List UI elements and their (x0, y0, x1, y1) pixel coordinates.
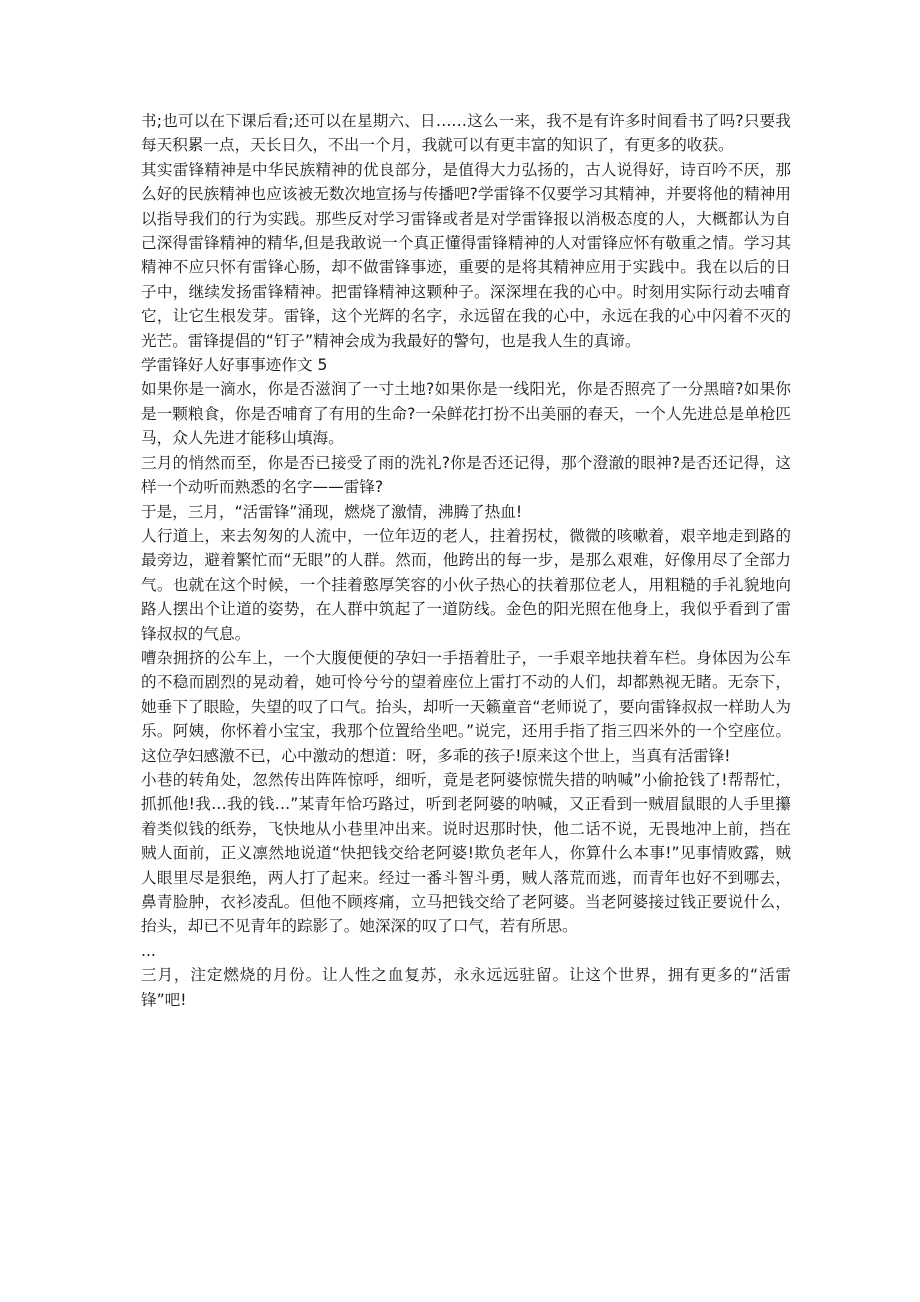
paragraph-living-leifeng: 于是，三月，“活雷锋”涌现，燃烧了激情，沸腾了热血! (141, 502, 523, 521)
document-body (141, 109, 791, 1012)
paragraph-leifeng-spirit: 其实雷锋精神是中华民族精神的优良部分，是值得大力弘扬的，古人说得好，诗百吟不厌，那么好的民族精神也应该被无数次地宣扬与传播吧?学雷锋不仅要学习其精神，并要将他的精神用以指导我们的行为实践。那些反对学习雷锋或者是对学雷锋报以消极态度的人，大概都认为自己深得雷锋精神的精华,但是我敢说一个真正懂得雷锋精神的人对雷锋应怀有敬重之情。学习其精神不应只怀有雷锋心肠，却不做雷锋事迹，重要的是将其精神应用于实践中。我在以后的日子中，继续发扬雷锋精神。把雷锋精神这颗种子。深深埋在我的心中。时刻用实际行动去哺育它，让它生根发芽。雷锋，这个光辉的名字，永远留在我的心中，永远在我的心中闪着不灭的光芒。雷锋提倡的“钉子”精神会成为我最好的警句，也是我人生的真谛。 (141, 160, 791, 350)
paragraph-alley: 小巷的转角处，忽然传出阵阵惊呼，细听，竟是老阿婆惊慌失措的呐喊”小偷抢钱了!帮帮忙，抓抓他!我…我的钱…”某青年恰巧路过，听到老阿婆的呐喊，又正看到一贼眉鼠眼的人手里攥着类似钱的纸券，飞快地从小巷里冲出来。说时迟那时快，他二话不说，无畏地冲上前，挡在贼人面前，正义凛然地说道“快把钱交给老阿婆!欺负老年人，你算什么本事!”见事情败露，贼人眼里尽是狠绝，两人打了起来。经过一番斗智斗勇，贼人落荒而逃，而青年也好不到哪去，鼻青脸肿，衣衫凌乱。但他不顾疼痛，立马把钱交给了老阿婆。当老阿婆接过钱正要说什么，抬头，却已不见青年的踪影了。她深深的叹了口气，若有所思。 (141, 770, 791, 936)
paragraph-march-arrival: 三月的悄然而至，你是否已接受了雨的洗礼?你是否还记得，那个澄澈的眼神?是否还记得，这样一个动听而熟悉的名字——雷锋? (141, 453, 791, 497)
essay-heading: 学雷锋好人好事事迹作文 5 (141, 356, 328, 375)
paragraph-water-drop: 如果你是一滴水，你是否滋润了一寸土地?如果你是一线阳光，你是否照亮了一分黑暗?如果你是一颗粮食，你是否哺育了有用的生命?一朵鲜花打扮不出美丽的春天，一个人先进总是单枪匹马，众人先进才能移山填海。 (141, 380, 791, 448)
paragraph-bus: 嘈杂拥挤的公车上，一个大腹便便的孕妇一手捂着肚子，一手艰辛地扶着车栏。身体因为公车的不稳而剧烈的晃动着，她可怜兮兮的望着座位上雷打不动的人们，却都熟视无睹。无奈下，她垂下了眼睑，失望的叹了口气。抬头，却听一天籁童音“老师说了，要向雷锋叔叔一样助人为乐。阿姨，你怀着小宝宝，我那个位置给坐吧。”说完，还用手指了指三四米外的一个空座位。这位孕妇感激不已，心中激动的想道：呀，多乖的孩子!原来这个世上，当真有活雷锋! (141, 648, 791, 765)
paragraph-intro-reading: 书;也可以在下课后看;还可以在星期六、日……这么一来，我不是有许多时间看书了吗?只要我每天积累一点，天长日久，不出一个月，我就可以有更丰富的知识了，有更多的收获。 (141, 112, 791, 155)
paragraph-conclusion: 三月，注定燃烧的月份。让人性之血复苏，永永远远驻留。让这个世界，拥有更多的“活雷锋”吧! (141, 966, 791, 1009)
paragraph-ellipsis: ... (141, 941, 156, 960)
paragraph-sidewalk: 人行道上，来去匆匆的人流中，一位年迈的老人，拄着拐杖，微微的咳嗽着，艰辛地走到路的最旁边，避着繁忙而“无眼”的人群。然而，他跨出的每一步，是那么艰难，好像用尽了全部力气。也就在这个时候，一个挂着憨厚笑容的小伙子热心的扶着那位老人，用粗糙的手礼貌地向路人摆出个让道的姿势，在人群中筑起了一道防线。金色的阳光照在他身上，我似乎看到了雷锋叔叔的气息。 (141, 526, 791, 643)
